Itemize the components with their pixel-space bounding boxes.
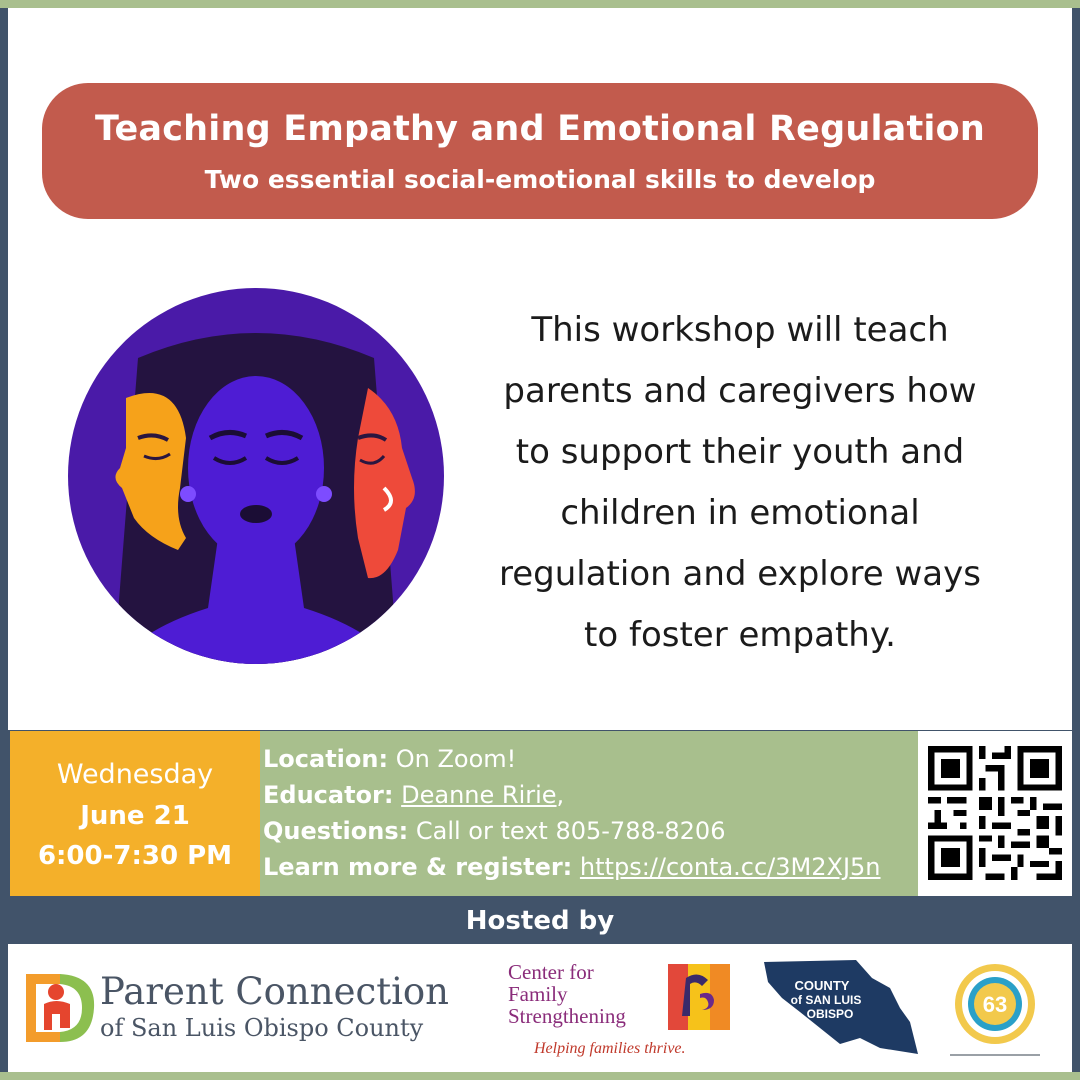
educator-line xyxy=(263,781,564,809)
page-title: Teaching Empathy and Emotional Regulation xyxy=(95,109,985,149)
description-line: This workshop will teach xyxy=(531,310,949,350)
qr-code-box xyxy=(918,731,1072,896)
description-line: to foster empathy. xyxy=(584,615,896,655)
event-time: 6:00-7:30 PM xyxy=(37,841,233,871)
location-label: Location: xyxy=(263,745,389,773)
location-line xyxy=(263,745,516,773)
cffs-line-1: Center for xyxy=(508,960,594,984)
county-line-3: OBISPO xyxy=(806,1007,854,1021)
page-subtitle: Two essential social-emotional skills to develop xyxy=(204,165,876,194)
event-date: June 21 xyxy=(80,801,190,831)
cffs-line-2: Family xyxy=(508,982,568,1006)
event-details-box xyxy=(260,731,918,896)
faces-illustration xyxy=(68,288,444,664)
mhsa-number: 63 xyxy=(982,992,1008,1017)
description-line: to support their youth and xyxy=(515,432,965,472)
top-accent-strip xyxy=(0,0,1080,8)
register-link[interactable]: https://conta.cc/3M2XJ5n xyxy=(579,853,881,881)
parent-connection-logo-icon xyxy=(20,968,98,1048)
event-day: Wednesday xyxy=(56,759,214,790)
mhsa-seal-icon xyxy=(940,956,1050,1066)
qr-code-icon[interactable] xyxy=(928,746,1062,880)
title-banner xyxy=(42,83,1038,219)
sponsor-logos xyxy=(8,944,1072,1072)
cffs-tagline: Helping families thrive. xyxy=(534,1040,686,1057)
county-slo-logo-icon xyxy=(760,958,920,1058)
educator-suffix: , xyxy=(556,781,565,809)
bottom-accent-strip xyxy=(0,1072,1080,1080)
event-date-box xyxy=(10,731,260,896)
description-line: children in emotional xyxy=(560,493,920,533)
questions-label: Questions: xyxy=(263,817,409,845)
hosted-by-label: Hosted by xyxy=(465,906,615,936)
questions-line xyxy=(263,817,725,845)
educator-link[interactable]: Deanne Ririe xyxy=(401,781,557,809)
cffs-logo xyxy=(508,962,748,1062)
description-line: regulation and explore ways xyxy=(499,554,981,594)
description-line: parents and caregivers how xyxy=(503,371,977,411)
location-value: On Zoom! xyxy=(388,745,517,773)
hosted-by-bar xyxy=(0,896,1080,944)
parent-connection-subtitle: of San Luis Obispo County xyxy=(100,1014,424,1042)
cffs-emblem-icon xyxy=(668,964,730,1030)
county-line-2: of SAN LUIS xyxy=(790,993,862,1007)
cffs-line-3: Strengthening xyxy=(508,1004,626,1028)
parent-connection-name: Parent Connection xyxy=(100,970,450,1013)
register-line xyxy=(263,853,881,881)
register-label: Learn more & register: xyxy=(263,853,573,881)
educator-label: Educator: xyxy=(263,781,394,809)
county-line-1: COUNTY xyxy=(794,978,850,993)
questions-value: Call or text 805-788-8206 xyxy=(408,817,726,845)
workshop-description xyxy=(470,300,1010,666)
